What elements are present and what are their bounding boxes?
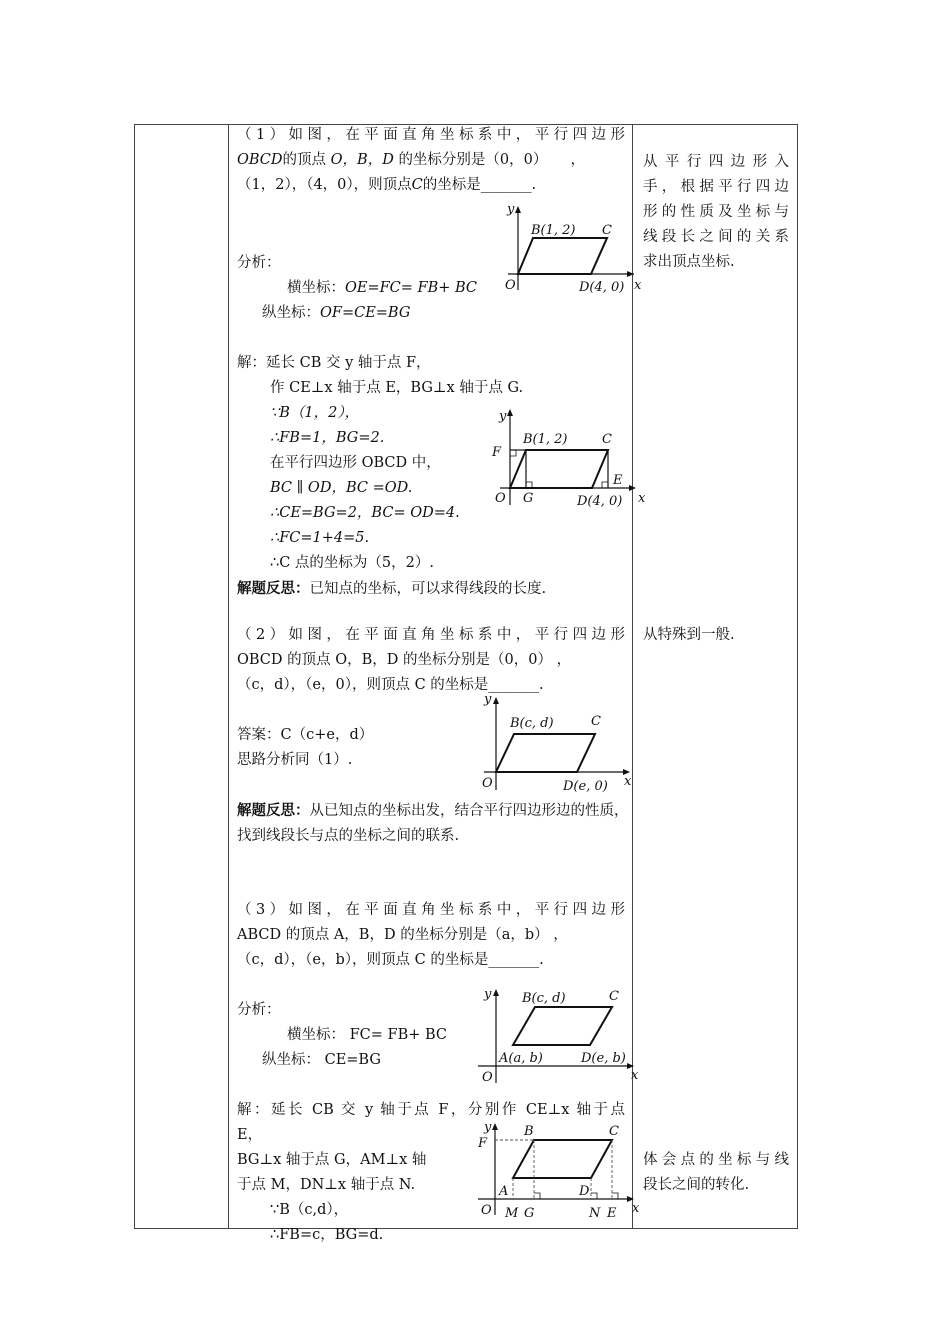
p3-sol-1: 解：延长 CB 交 y 轴于点 F，分别作 CE⊥x 轴于点 [237,1102,625,1118]
fig4-O-label: O [482,1070,493,1085]
fig4-y-label: y [484,987,492,1002]
fig4-B-label: B(c, d) [522,991,566,1006]
fig2-E-label: E [613,473,623,488]
fig5-D-label: D [579,1184,590,1199]
p1-hx: 横坐标：OE=FC= FB+ BC [287,280,478,296]
fig5-A-label: A [499,1184,509,1199]
fig5-x-label: x [632,1201,640,1216]
p3-sol-2: E， [237,1127,263,1143]
p1-zx: 纵坐标：OF=CE=BG [262,305,411,321]
fig1-D-label: D(4, 0) [579,280,625,295]
p2-idea: 思路分析同（1）. [237,752,353,768]
p1-question-line2: OBCD的顶点 O，B，D 的坐标分别是（0，0） ， [237,152,585,168]
p3-question-line3: （c，d），（e，b），则顶点 C 的坐标是_______. [237,952,544,968]
fig3-C-label: C [591,714,601,729]
fig2-F-label: F [492,445,502,460]
fig5-E-label: E [607,1206,617,1221]
fig2-C-label: C [602,432,612,447]
fig5-G-label: G [524,1206,535,1221]
p1-sol-6: BC ∥ OD，BC =OD. [270,480,413,496]
fig3-y-label: y [484,692,492,707]
fig3-O-label: O [482,776,493,791]
p1-sol-4: ∴FB=1，BG=2. [270,430,385,446]
note-1-line2: 手，根据平行四边 [643,179,789,195]
p1-sol-7: ∴CE=BG=2，BC= OD=4. [270,505,460,521]
fig3-x-label: x [624,774,632,789]
p1-sol-1: 解：延长 CB 交 y 轴于点 F， [237,355,431,371]
fig2-D-label: D(4, 0) [577,494,623,509]
p1-question-line3: （1，2），（4，0），则顶点C的坐标是_______. [237,177,537,193]
p2-question-line3: （c，d），（e，0），则顶点 C 的坐标是_______. [237,677,544,693]
fig2-x-label: x [638,491,646,506]
p1-reflection: 解题反思：已知点的坐标，可以求得线段的长度. [237,580,547,597]
note-3-line1: 体会点的坐标与线 [643,1152,789,1168]
note-1-line4: 线段长之间的关系 [643,229,789,245]
p1-sol-8: ∴FC=1+4=5. [270,530,370,546]
fig4-C-label: C [609,989,619,1004]
p1-sol-3: ∵B（1，2）， [270,405,360,421]
note-2: 从特殊到一般. [643,627,735,643]
p1-sol-2: 作 CE⊥x 轴于点 E，BG⊥x 轴于点 G. [270,380,524,396]
fig1-x-label: x [634,278,642,293]
fig1-C-label: C [602,223,612,238]
fig5-B-label: B [524,1124,534,1139]
fig2-O-label: O [495,491,506,506]
p1-question-line1: （1）如图，在平面直角坐标系中，平行四边形 [237,127,625,143]
note-1-line5: 求出顶点坐标. [643,254,735,270]
fig1-B-label: B(1, 2) [531,223,576,238]
fig3-B-label: B(c, d) [510,716,554,731]
p1-analysis-label: 分析： [237,255,281,271]
p3-question-line1: （3）如图，在平面直角坐标系中，平行四边形 [237,902,625,918]
fig1-O-label: O [505,278,516,293]
fig1-y-label: y [507,202,515,217]
p3-hx: 横坐标： FC= FB+ BC [287,1027,448,1043]
p3-question-line2: ABCD 的顶点 A，B，D 的坐标分别是（a，b） ， [237,927,568,943]
fig4-D-label: D(e, b) [581,1051,626,1066]
p2-reflection: 解题反思：从已知点的坐标出发，结合平行四边形边的性质，找到线段长与点的坐标之间的联系. [237,802,629,844]
fig4-x-label: x [631,1068,639,1083]
note-1-line1: 从平行四边形入 [643,154,789,170]
fig2-y-label: y [499,409,507,424]
note-3-line2: 段长之间的转化. [643,1177,750,1193]
fig5-y-label: y [484,1120,492,1135]
p2-question-line2: OBCD 的顶点 O，B，D 的坐标分别是（0，0） ， [237,652,572,668]
fig3-D-label: D(e, 0) [563,779,608,794]
fig4-A-label: A(a, b) [499,1051,543,1066]
p3-sol-5: ∵B（c,d）， [270,1202,349,1218]
note-1-line3: 形的性质及坐标与 [643,204,789,220]
fig2-G-label: G [523,491,534,506]
p2-answer: 答案：C（c+e，d） [237,727,374,743]
p3-zx: 纵坐标： CE=BG [262,1052,381,1068]
fig5-C-label: C [609,1124,619,1139]
fig5-F-label: F [478,1136,488,1151]
fig5-O-label: O [481,1203,492,1218]
fig5-M-label: M [505,1206,519,1221]
p3-sol-6: ∴FB=c，BG=d. [270,1227,384,1243]
p3-sol-4: 于点 M，DN⊥x 轴于点 N. [237,1177,416,1193]
p1-sol-5: 在平行四边形 OBCD 中， [270,455,441,471]
p3-analysis-label: 分析： [237,1002,281,1018]
p2-question-line1: （2）如图，在平面直角坐标系中，平行四边形 [237,627,625,643]
p3-sol-3: BG⊥x 轴于点 G，AM⊥x 轴 [237,1152,427,1168]
p1-sol-9: ∴C 点的坐标为（5，2）. [270,555,434,571]
fig5-N-label: N [589,1206,601,1221]
fig2-B-label: B(1, 2) [523,432,568,447]
